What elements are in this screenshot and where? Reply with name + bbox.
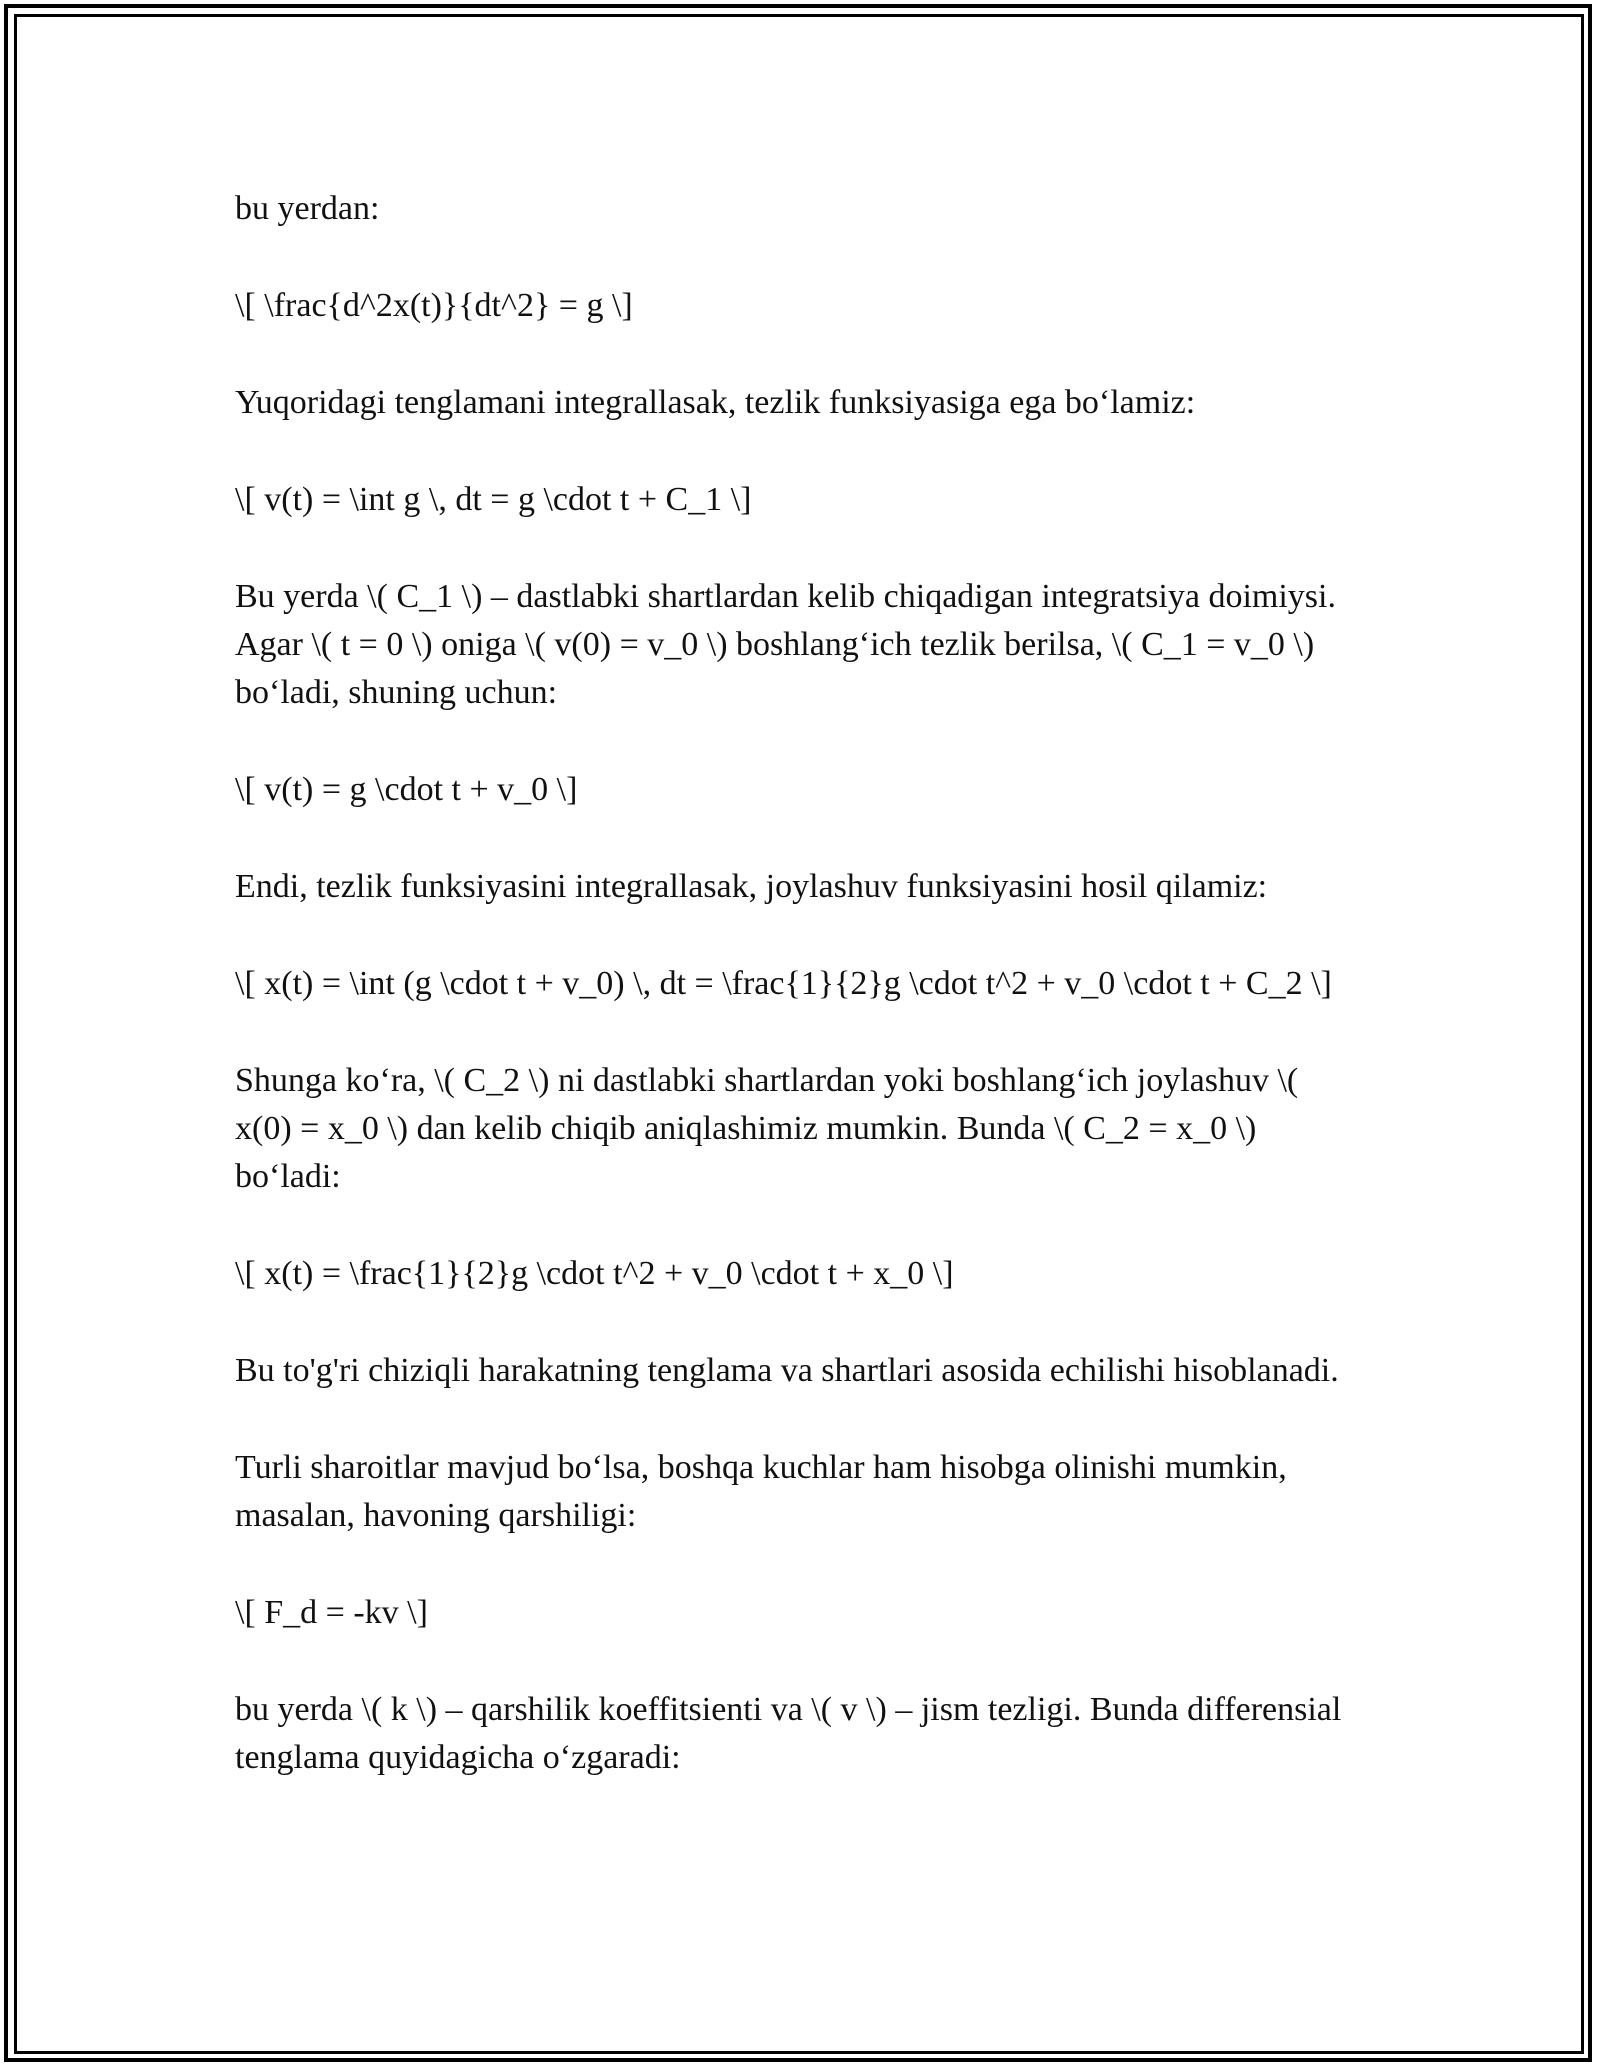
paragraph-integrate-velocity: Yuqoridagi tenglamani integrallasak, tezlik funksiyasiga ega bo‘lamiz: (235, 384, 1196, 421)
equation-drag-force: \[ F_d = -kv \] (235, 1594, 428, 1631)
paragraph-constant-c2: Shunga ko‘ra, \( C_2 \) ni dastlabki shartlardan yoki boshlang‘ich joylashuv \( x(0) = x_0 \) dan kelib chiqib aniqlashimiz mumkin. Bunda \( C_2 = x_0 \) bo‘ladi: (235, 1062, 1299, 1195)
equation-position: \[ x(t) = \frac{1}{2}g \cdot t^2 + v_0 \cdot t + x_0 \] (235, 1255, 954, 1292)
paragraph-other-forces: Turli sharoitlar mavjud bo‘lsa, boshqa kuchlar ham hisobga olinishi mumkin, masalan, havoning qarshiligi: (235, 1449, 1287, 1534)
equation-position-integral: \[ x(t) = \int (g \cdot t + v_0) \, dt = \frac{1}{2}g \cdot t^2 + v_0 \cdot t + C_2 \] (235, 965, 1332, 1002)
paragraph-integrate-position: Endi, tezlik funksiyasini integrallasak, joylashuv funksiyasini hosil qilamiz: (235, 868, 1268, 905)
equation-second-derivative: \[ \frac{d^2x(t)}{dt^2} = g \] (235, 287, 633, 324)
paragraph-intro: bu yerdan: (235, 190, 380, 227)
paragraph-constant-c1: Bu yerda \( C_1 \) – dastlabki shartlardan kelib chiqadigan integratsiya doimiysi. Agar \( t = 0 \) oniga \( v(0) = v_0 \) boshlang‘ich tezlik berilsa, \( C_1 = v_0 \) bo‘ladi, shuning uchun: (235, 578, 1336, 711)
paragraph-solution-note: Bu to'g'ri chiziqli harakatning tenglama va shartlari asosida echilishi hisoblanadi. (235, 1352, 1339, 1389)
document-body (235, 185, 1355, 1831)
equation-velocity-integral: \[ v(t) = \int g \, dt = g \cdot t + C_1 \] (235, 481, 752, 518)
paragraph-drag-explanation: bu yerda \( k \) – qarshilik koeffitsienti va \( v \) – jism tezligi. Bunda differensial tenglama quyidagicha o‘zgaradi: (235, 1691, 1342, 1776)
equation-velocity: \[ v(t) = g \cdot t + v_0 \] (235, 771, 578, 808)
